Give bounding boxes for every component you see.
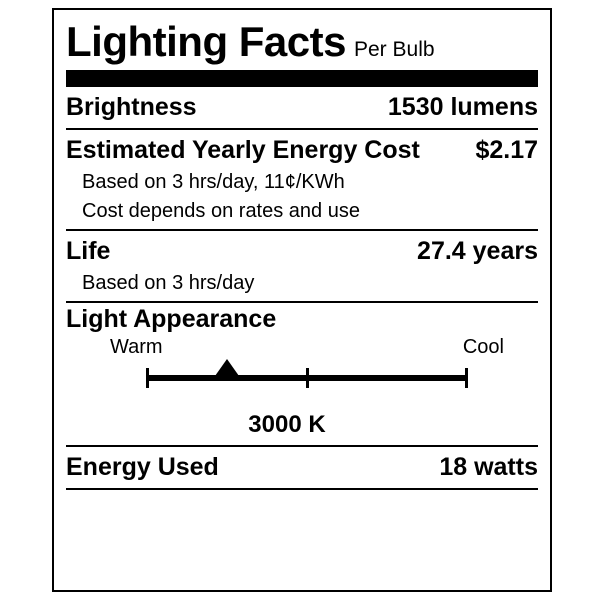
light-appearance-section xyxy=(64,303,540,445)
label-bottom-space xyxy=(64,490,540,560)
scale-tick-right xyxy=(465,368,468,388)
scale-tick-middle xyxy=(306,368,309,388)
lighting-facts-label xyxy=(52,8,552,592)
energy-cost-note-2: Cost depends on rates and use xyxy=(82,200,360,223)
energy-cost-label: Estimated Yearly Energy Cost xyxy=(66,136,420,165)
scale-warm-label: Warm xyxy=(110,336,163,359)
brightness-row xyxy=(64,87,540,128)
scale-tick-left xyxy=(146,368,149,388)
label-title xyxy=(64,10,540,66)
title-divider-bar xyxy=(66,70,538,87)
appearance-scale xyxy=(146,361,468,407)
scale-cool-label: Cool xyxy=(462,336,504,359)
energy-cost-row xyxy=(64,130,540,171)
appearance-scale-ends xyxy=(66,336,538,361)
energy-used-row xyxy=(64,447,540,488)
title-main-text: Lighting Facts xyxy=(66,18,346,65)
color-temperature-value: 3000 K xyxy=(248,411,326,439)
light-appearance-label: Light Appearance xyxy=(66,305,277,334)
title-sub-text: Per Bulb xyxy=(354,38,435,61)
energy-used-label: Energy Used xyxy=(66,453,219,482)
brightness-value: 1530 lumens xyxy=(387,93,538,122)
energy-cost-note-1: Based on 3 hrs/day, 11¢/KWh xyxy=(82,171,345,194)
scale-marker-triangle-icon xyxy=(215,359,239,376)
energy-used-value: 18 watts xyxy=(439,453,538,482)
energy-cost-value: $2.17 xyxy=(475,136,538,165)
life-row xyxy=(64,231,540,272)
brightness-label: Brightness xyxy=(66,93,197,122)
life-value: 27.4 years xyxy=(417,237,538,266)
life-label: Life xyxy=(66,237,111,266)
life-note: Based on 3 hrs/day xyxy=(82,272,255,295)
